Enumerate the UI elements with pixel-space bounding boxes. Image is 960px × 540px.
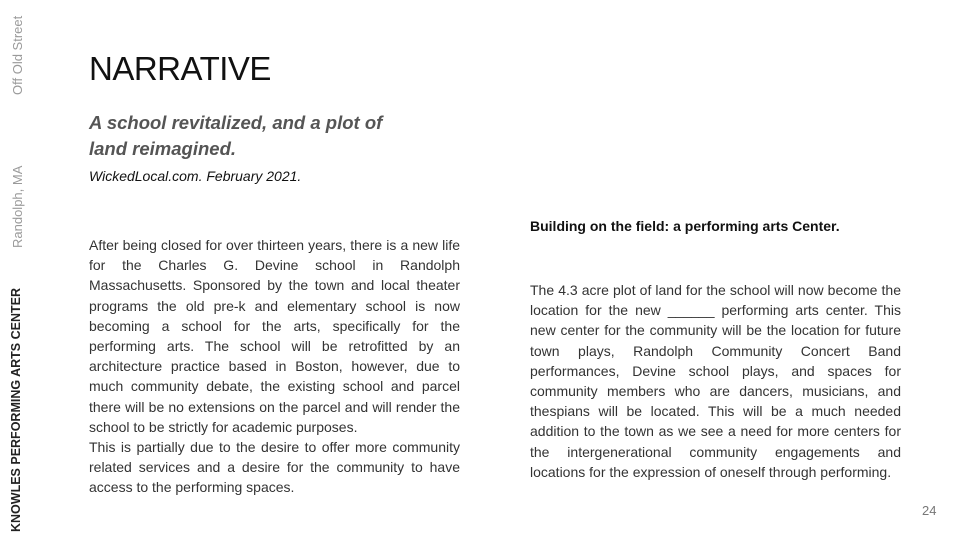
article-paragraph-2: This is partially due to the desire to offer more community related services and a desire for the community to have access to the performing spaces. — [89, 439, 460, 496]
sidebar-project-label: KNOWLES PERFORMING ARTS CENTER — [9, 288, 23, 532]
article-paragraph-1: After being closed for over thirteen years, there is a new life for the Charles G. Devine school in Randolph Massachusetts. Sponsored by the town and local theater programs the old pre-k and elementary school is now becoming a school for the arts, specifically for the performing arts. The school will be retrofitted by an architecture practice based in Boston, however, due to much community debate, the existing school and parcel there will be no extensions on the parcel and will render the school to be strictly for academic purposes. — [89, 237, 460, 435]
sidebar-street-label: Off Old Street — [10, 15, 25, 95]
article-body — [89, 235, 460, 498]
article-source: WickedLocal.com. February 2021. — [89, 168, 302, 184]
page-title: NARRATIVE — [89, 50, 271, 87]
page-number: 24 — [922, 503, 937, 518]
section-heading: Building on the field: a performing arts Center. — [530, 218, 840, 234]
article-headline: A school revitalized, and a plot of land reimagined. — [89, 112, 383, 159]
sidebar-city-label: Randolph, MA — [10, 165, 25, 248]
section-body: The 4.3 acre plot of land for the school will now become the location for the new ______ performing arts center. This new center for the community will be the location for future town plays, Randolph Community Concert Band performances, Devine school plays, and spaces for community members who are dancers, musicians, and thespians will be located. This will be a much needed addition to the town as we see a need for more centers for the intergenerational community engagements and locations for the expression of oneself through performing. — [530, 282, 901, 480]
